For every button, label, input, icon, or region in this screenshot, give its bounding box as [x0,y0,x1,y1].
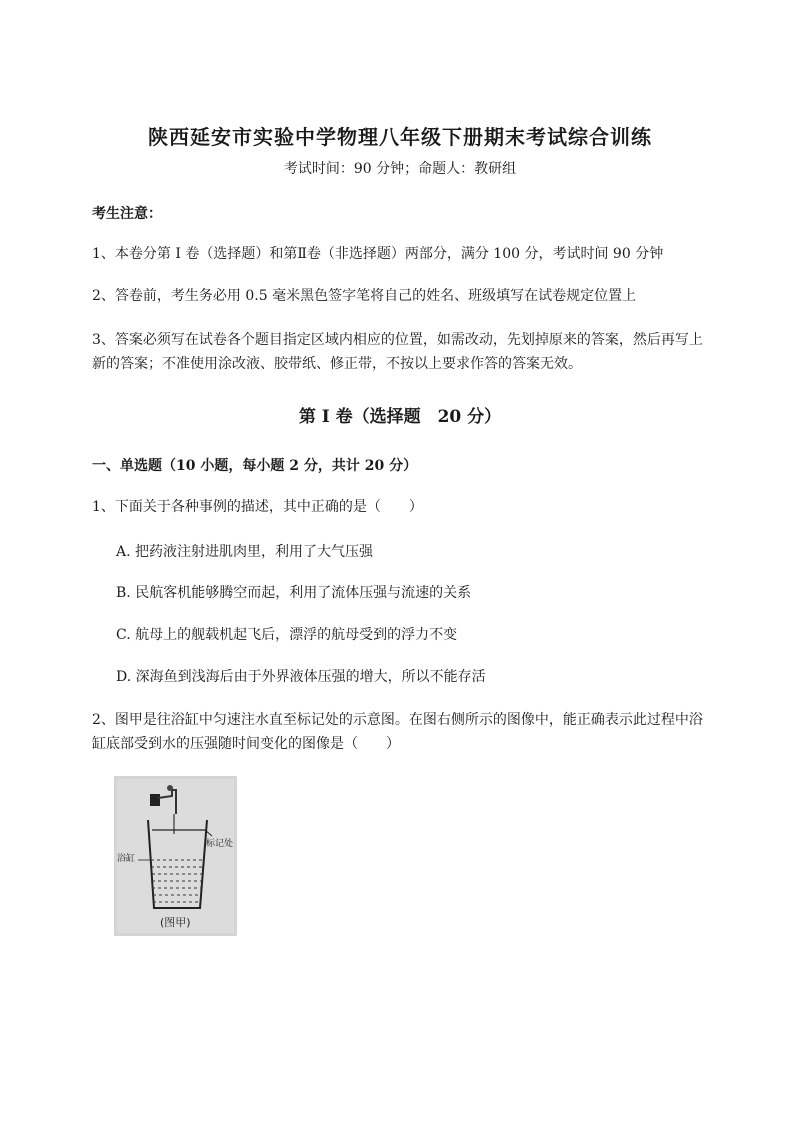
notice-item-1: 1、本卷分第 I 卷（选择题）和第Ⅱ卷（非选择题）两部分，满分 100 分，考试时间 90 分钟 [92,246,664,262]
notice-title: 考生注意： [92,206,162,222]
question-1-option-d: D. 深海鱼到浅海后由于外界液体压强的增大，所以不能存活 [116,669,486,685]
notice-item-2: 2、答卷前，考生务必用 0.5 毫米黑色签字笔将自己的姓名、班级填写在试卷规定位置上 [92,288,637,304]
question-1-option-c: C. 航母上的舰载机起飞后，漂浮的航母受到的浮力不变 [116,627,458,643]
question-1-stem: 1、下面关于各种事例的描述，其中正确的是（ ） [92,499,423,515]
exam-info: 考试时间：90 分钟；命题人：教研组 [283,161,517,177]
question-2-stem: 2、图甲是往浴缸中匀速注水直至标记处的示意图。在图右侧所示的图像中，能正确表示此过程中浴缸底部受到水的压强随时间变化的图像是（ ） [92,712,703,752]
page-title: 陕西延安市实验中学物理八年级下册期末考试综合训练 [148,125,652,149]
section-title: 第 I 卷（选择题 20 分） [298,407,502,427]
question-1-option-b: B. 民航客机能够腾空而起，利用了流体压强与流速的关系 [116,585,472,601]
section-heading: 一、单选题（10 小题，每小题 2 分，共计 20 分） [92,458,418,474]
question-1-option-a: A. 把药液注射进肌肉里，利用了大气压强 [116,544,374,560]
figure-caption: (图甲) [160,916,191,929]
bathtub-label: 浴缸 [117,854,136,864]
notice-item-3: 3、答案必须写在试卷各个题目指定区域内相应的位置，如需改动，先划掉原来的答案，然后再写上新的答案；不准使用涂改液、胶带纸、修正带，不按以上要求作答的答案无效。 [92,332,703,372]
mark-label: 标记处 [206,839,234,849]
bathtub-figure [114,776,237,936]
